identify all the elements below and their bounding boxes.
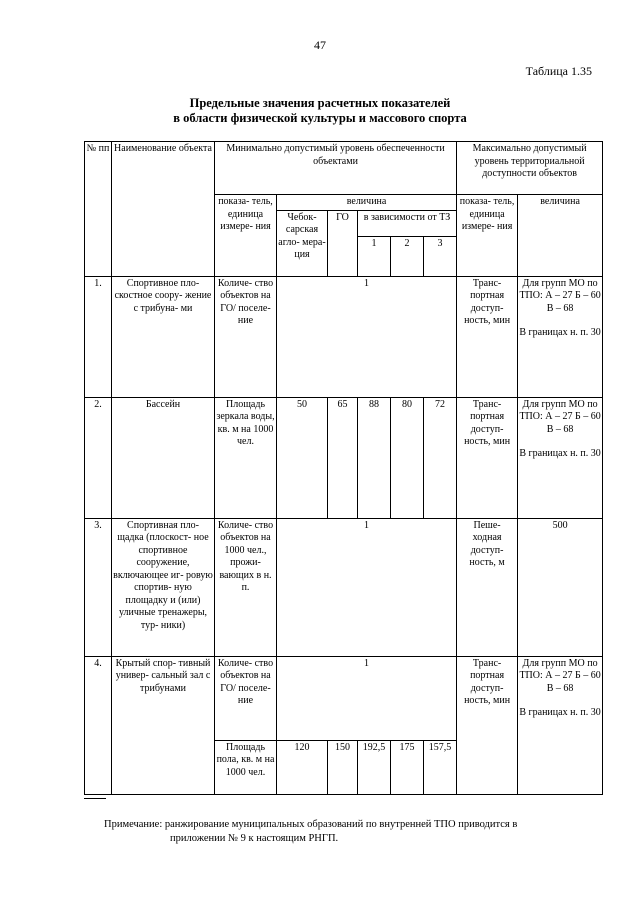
header-tz3: 3	[424, 236, 457, 276]
page-number: 47	[314, 38, 326, 52]
row-max-value-extra: В границах н. п. 30	[519, 707, 601, 718]
header-go: ГО	[328, 210, 358, 276]
row-max-value-groups: Для групп МО по ТПО: А – 27 Б – 60 В – 68	[519, 398, 601, 435]
row-go: 65	[328, 397, 358, 518]
table-note	[104, 818, 594, 846]
table-label: Таблица 1.35	[525, 64, 592, 78]
table-end-rule	[84, 798, 106, 799]
row-value-merged: 1	[277, 276, 457, 397]
row-max-value-extra: В границах н. п. 30	[519, 448, 601, 459]
header-tz1: 1	[358, 236, 391, 276]
row-value-merged: 1	[277, 518, 457, 656]
row-go: 150	[328, 740, 358, 794]
header-name: Наименование объекта	[112, 142, 215, 277]
row-no: 1.	[85, 276, 112, 397]
row-max-indicator: Транс- портная доступ- ность, мин	[457, 276, 518, 397]
table-row	[85, 518, 603, 656]
row-cheb: 120	[277, 740, 328, 794]
row-tz1: 192,5	[358, 740, 391, 794]
row-max-indicator: Транс- портная доступ- ность, мин	[457, 397, 518, 518]
row-value-merged: 1	[277, 656, 457, 740]
row-tz3: 157,5	[424, 740, 457, 794]
header-indicator-max: показа- тель, единица измере- ния	[457, 195, 518, 277]
row-tz1: 88	[358, 397, 391, 518]
row-name: Спортивное пло- скостное соору- жение с трибуна- ми	[112, 276, 215, 397]
row-no: 2.	[85, 397, 112, 518]
header-tz-group: в зависимости от ТЗ	[358, 210, 457, 236]
note-line-2: приложении № 9 к настоящим РНГП.	[170, 833, 339, 844]
row-indicator: Количе- ство объектов на 1000 чел., прожи- вающих в н. п.	[215, 518, 277, 656]
header-value-max: величина	[518, 195, 603, 277]
row-tz2: 80	[391, 397, 424, 518]
row-indicator: Количе- ство объектов на ГО/ поселе- ние	[215, 656, 277, 740]
header-value: величина	[277, 195, 457, 211]
header-no: № пп	[85, 142, 112, 277]
row-indicator: Площадь зеркала воды, кв. м на 1000 чел.	[215, 397, 277, 518]
row-indicator: Количе- ство объектов на ГО/ поселе- ние	[215, 276, 277, 397]
header-indicator-min: показа- тель, единица измере- ния	[215, 195, 277, 277]
note-line-1: Примечание: ранжирование муниципальных образований по внутренней ТПО приводится в	[104, 819, 518, 830]
table-row	[85, 276, 603, 397]
row-indicator-2: Площадь пола, кв. м на 1000 чел.	[215, 740, 277, 794]
row-max-value	[518, 276, 603, 397]
row-no: 4.	[85, 656, 112, 794]
header-cheb: Чебок- сарская агло- мера- ция	[277, 210, 328, 276]
indicators-table	[84, 141, 603, 795]
row-cheb: 50	[277, 397, 328, 518]
row-name: Крытый спор- тивный универ- сальный зал с трибунами	[112, 656, 215, 794]
row-max-indicator: Пеше- ходная доступ- ность, м	[457, 518, 518, 656]
table-title	[0, 96, 640, 126]
row-tz3: 72	[424, 397, 457, 518]
title-line-2: в области физической культуры и массового спорта	[173, 111, 467, 125]
table-row	[85, 656, 603, 740]
row-tz2: 175	[391, 740, 424, 794]
row-max-value	[518, 656, 603, 794]
row-no: 3.	[85, 518, 112, 656]
title-line-1: Предельные значения расчетных показателей	[189, 96, 451, 110]
row-max-indicator: Транс- портная доступ- ность, мин	[457, 656, 518, 794]
row-max-value-extra: В границах н. п. 30	[519, 327, 601, 338]
row-name: Спортивная пло- щадка (плоскост- ное спортивное сооружение, включающее иг- ровую спортив- ную площадку и (или) уличные тренажеры, тур- ники)	[112, 518, 215, 656]
row-max-value: 500	[518, 518, 603, 656]
header-tz2: 2	[391, 236, 424, 276]
row-name: Бассейн	[112, 397, 215, 518]
table-row	[85, 397, 603, 518]
row-max-value-groups: Для групп МО по ТПО: А – 27 Б – 60 В – 68	[519, 657, 601, 694]
row-max-value	[518, 397, 603, 518]
header-min-group: Минимально допустимый уровень обеспеченности объектами	[215, 142, 457, 195]
row-max-value-groups: Для групп МО по ТПО: А – 27 Б – 60 В – 68	[519, 277, 601, 314]
header-max-group: Максимально допустимый уровень территориальной доступности объектов	[457, 142, 603, 195]
